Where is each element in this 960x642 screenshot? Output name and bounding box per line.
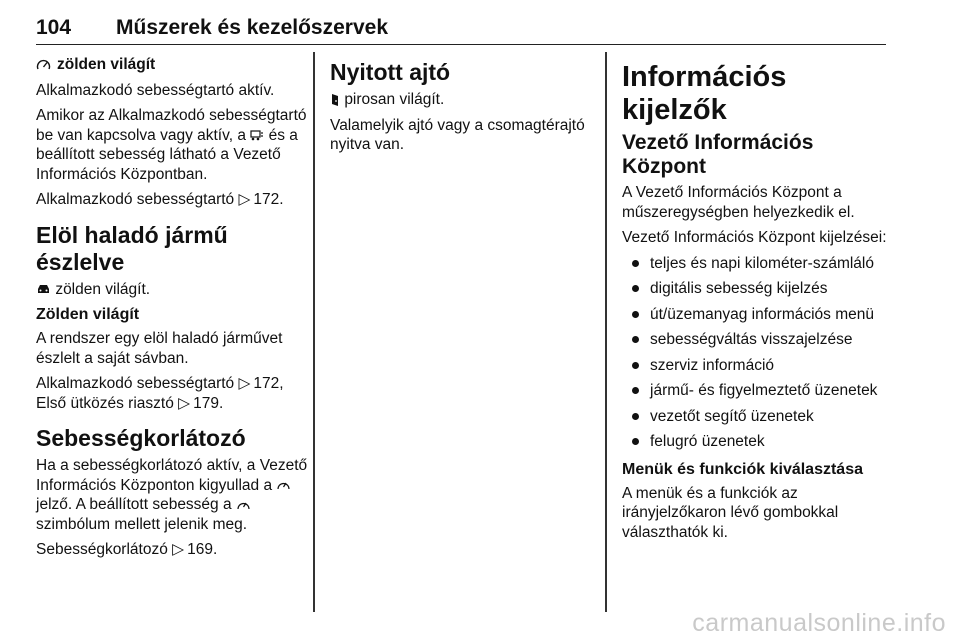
- list-item: jármű- és figyelmeztető üzenetek: [622, 381, 890, 401]
- page-number: 104: [36, 16, 72, 39]
- section-heading: Információs kijelzők: [622, 61, 787, 126]
- page-ref-link[interactable]: 169.: [187, 541, 218, 558]
- page-ref-icon: ▷: [238, 375, 251, 392]
- open-door-icon: [330, 93, 340, 107]
- page-ref-link[interactable]: 172,: [253, 375, 284, 392]
- speedometer-icon: [36, 58, 51, 72]
- paragraph: zölden világít.: [36, 280, 308, 300]
- paragraph: A menük és a funkciók az irányjelzőkaron lévő gombokkal választhatók ki.: [622, 484, 839, 541]
- speed-limiter-icon: [276, 479, 291, 491]
- paragraph: Vezető Információs Központ kijelzései:: [622, 229, 887, 246]
- column-1: [36, 55, 308, 566]
- list-item: szerviz információ: [622, 356, 890, 376]
- subsection-heading: Vezető Információs Központ: [622, 131, 814, 178]
- column-3: [622, 55, 890, 548]
- page-ref-link[interactable]: 172.: [253, 191, 284, 208]
- list-item: sebességváltás visszajelzése: [622, 330, 890, 350]
- subsection-heading: Menük és funkciók kiválasztása: [622, 460, 863, 478]
- paragraph: Sebességkorlátozó ▷ 169.: [36, 541, 218, 558]
- paragraph: Alkalmazkodó sebességtartó aktív.: [36, 81, 275, 99]
- page-ref-icon: ▷: [178, 394, 191, 412]
- column-2: [330, 55, 600, 161]
- paragraph: pirosan világít.: [330, 90, 600, 110]
- page-title: Műszerek és kezelőszervek: [116, 16, 389, 39]
- list-item: teljes és napi kilométer-számláló: [622, 254, 890, 274]
- list-item: felugró üzenetek: [622, 432, 890, 452]
- subsection-heading: Zölden világít: [36, 306, 140, 323]
- section-heading: Elöl haladó jármű észlelve: [36, 221, 228, 275]
- car-front-icon: [36, 283, 51, 295]
- paragraph: Alkalmazkodó sebességtartó ▷ 172.: [36, 191, 284, 208]
- list-item: digitális sebesség kijelzés: [622, 279, 890, 299]
- list-item: vezetőt segítő üzenetek: [622, 407, 890, 427]
- list-item: út/üzemanyag információs menü: [622, 305, 890, 325]
- column-divider: [605, 52, 607, 612]
- paragraph: Amikor az Alkalmazkodó sebességtartó be van kapcsolva vagy aktív, a és a beállított sebesség látható a Vezető Információs Központban.: [36, 107, 307, 183]
- paragraph: Alkalmazkodó sebességtartó ▷ 172, Első ütközés riasztó ▷ 179.: [36, 375, 284, 412]
- page-ref-icon: ▷: [172, 541, 185, 558]
- page-header: [36, 5, 886, 45]
- column-divider: [313, 52, 315, 612]
- section-heading: Nyitott ajtó: [330, 59, 451, 85]
- paragraph: A Vezető Információs Központ a műszeregységben helyezkedik el.: [622, 184, 855, 221]
- section-heading: Sebességkorlátozó: [36, 425, 246, 451]
- paragraph: Ha a sebességkorlátozó aktív, a Vezető Információs Központon kigyullad a jelző. A beállított sebesség a szimbólum mellett jelenik meg.: [36, 457, 308, 533]
- watermark: carmanualsonline.info: [692, 609, 946, 637]
- paragraph: Valamelyik ajtó vagy a csomagtérajtó nyitva van.: [330, 116, 585, 153]
- page-ref-link[interactable]: 179.: [193, 394, 224, 412]
- speed-limiter-icon: [236, 499, 251, 511]
- bullet-list: [622, 254, 890, 452]
- section-heading: zölden világít: [36, 55, 308, 75]
- paragraph: A rendszer egy elöl haladó járművet észlelt a saját sávban.: [36, 330, 283, 367]
- page-ref-icon: ▷: [238, 191, 251, 208]
- car-speed-icon: [250, 129, 264, 141]
